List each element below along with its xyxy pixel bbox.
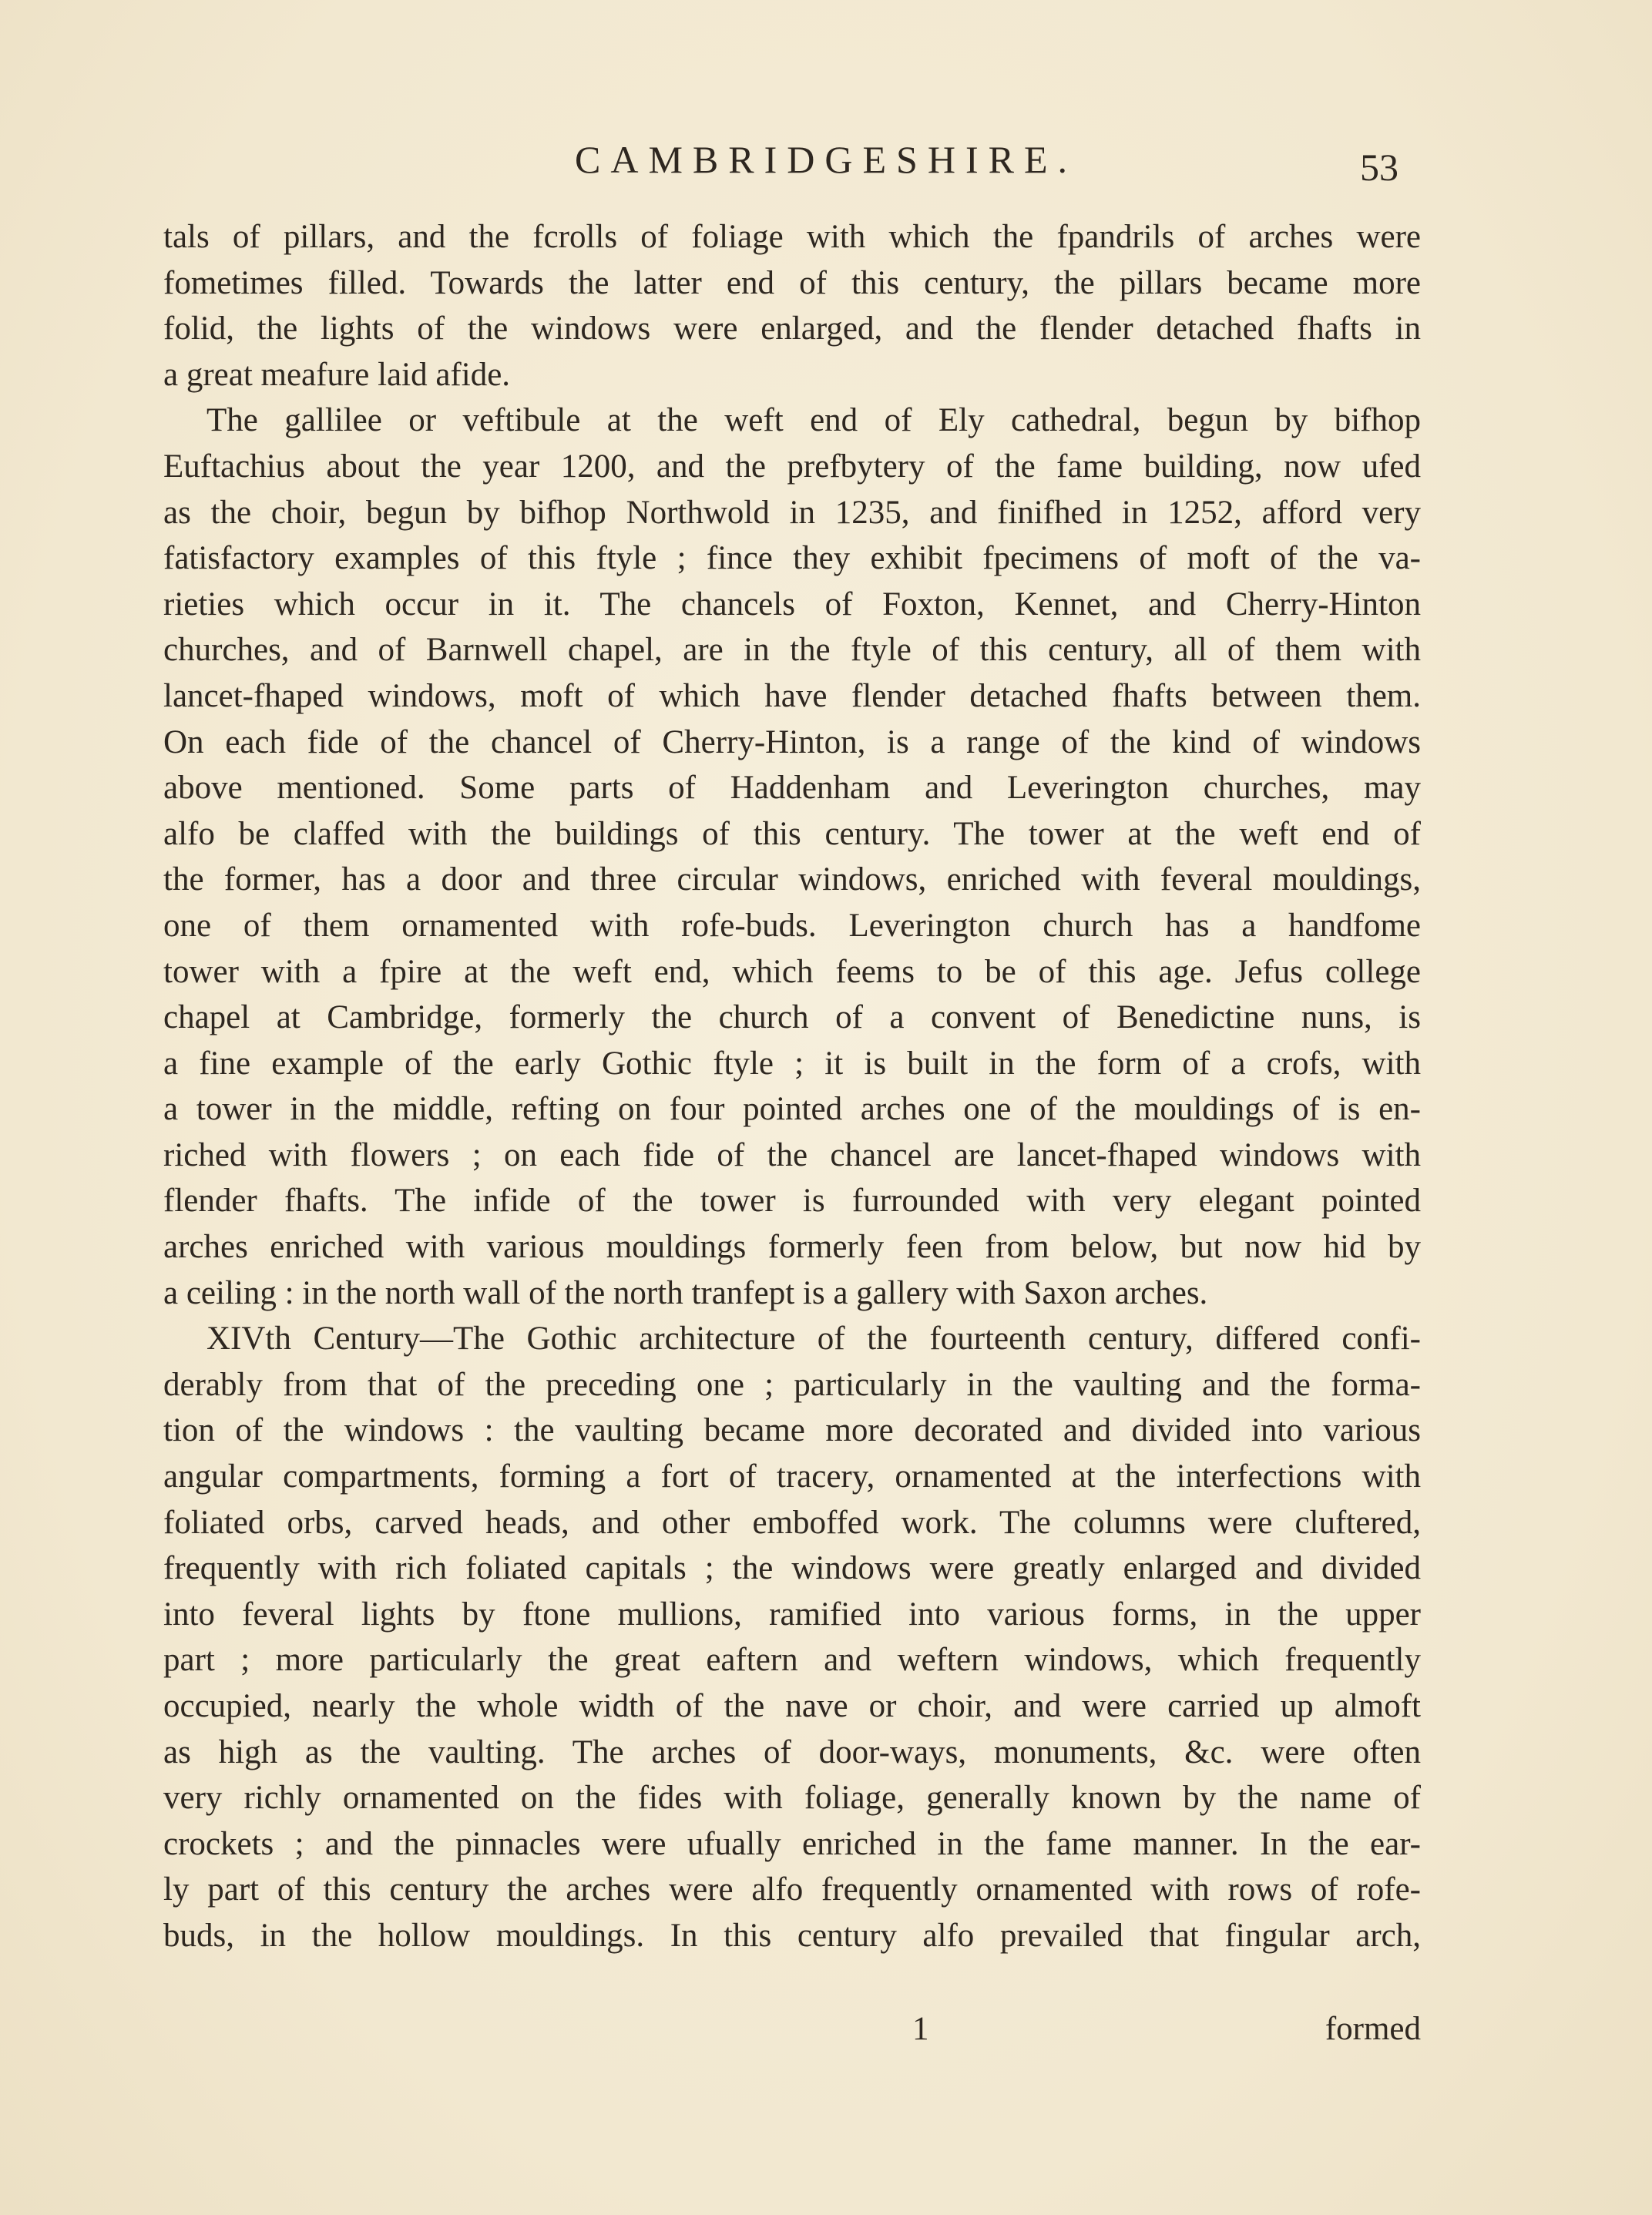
text-line: lancet-fhaped windows, moft of which have flender detached fhafts between them. — [163, 677, 1421, 714]
text-line: fatisfactory examples of this ftyle ; fince they exhibit fpecimens of moft of the va- — [163, 540, 1421, 577]
text-line: as high as the vaulting. The arches of door-ways, monuments, &c. were often — [163, 1733, 1421, 1770]
text-line: tower with a fpire at the weft end, which feems to be of this age. Jefus college — [163, 953, 1421, 990]
text-line: the former, has a door and three circular windows, enriched with feveral mouldings, — [163, 861, 1421, 898]
page-footer — [163, 2006, 1421, 2052]
text-line: tals of pillars, and the fcrolls of foliage with which the fpandrils of arches were — [163, 219, 1421, 255]
text-line: angular compartments, forming a fort of tracery, ornamented at the interfections with — [163, 1458, 1421, 1495]
text-line: very richly ornamented on the fides with foliage, generally known by the name of — [163, 1780, 1421, 1817]
text-line: Euftachius about the year 1200, and the prefbytery of the fame building, now ufed — [163, 448, 1421, 485]
text-line: as the choir, begun by bifhop Northwold in 1235, and finifhed in 1252, afford very — [163, 494, 1421, 531]
text-line: above mentioned. Some parts of Haddenham and Leverington churches, may — [163, 770, 1421, 807]
page-number: 53 — [1360, 146, 1398, 189]
text-line: a great meafure laid afide. — [163, 356, 511, 393]
text-line: chapel at Cambridge, formerly the church of a convent of Benedictine nuns, is — [163, 999, 1421, 1036]
text-line: derably from that of the preceding one ; particularly in the vaulting and the forma- — [163, 1366, 1421, 1403]
text-line: into feveral lights by ftone mullions, ramified into various forms, in the upper — [163, 1596, 1421, 1633]
text-line: one of them ornamented with rofe-buds. Leverington church has a handfome — [163, 907, 1421, 944]
text-line: alfo be claffed with the buildings of this century. The tower at the weft end of — [163, 815, 1421, 852]
text-line: fometimes filled. Towards the latter end of this century, the pillars became more — [163, 264, 1421, 301]
text-line: frequently with rich foliated capitals ; the windows were greatly enlarged and divided — [163, 1550, 1421, 1587]
text-line: riched with flowers ; on each fide of the chancel are lancet-fhaped windows with — [163, 1136, 1421, 1173]
text-line: crockets ; and the pinnacles were ufually enriched in the fame manner. In the ear- — [163, 1825, 1421, 1862]
text-line: foliated orbs, carved heads, and other emboffed work. The columns were cluftered, — [163, 1504, 1421, 1541]
signature-mark: 1 — [912, 2011, 929, 2047]
text-line: buds, in the hollow mouldings. In this century alfo prevailed that fingular arch, — [163, 1917, 1421, 1954]
text-line: rieties which occur in it. The chancels of Foxton, Kennet, and Cherry-Hinton — [163, 586, 1421, 623]
text-line: occupied, nearly the whole width of the nave or choir, and were carried up almoft — [163, 1688, 1421, 1724]
text-line: churches, and of Barnwell chapel, are in the ftyle of this century, all of them with — [163, 632, 1421, 669]
text-line: folid, the lights of the windows were enlarged, and the flender detached fhafts in — [163, 310, 1421, 347]
text-line: part ; more particularly the great eaftern and weftern windows, which frequently — [163, 1642, 1421, 1679]
text-line: a ceiling : in the north wall of the north tranfept is a gallery with Saxon arches. — [163, 1274, 1208, 1311]
text-line: The gallilee or veftibule at the weft end of Ely cathedral, begun by bifhop — [206, 402, 1421, 439]
text-line: flender fhafts. The infide of the tower is furrounded with very elegant pointed — [163, 1183, 1421, 1220]
body-text — [163, 214, 1421, 1959]
text-line: On each fide of the chancel of Cherry-Hinton, is a range of the kind of windows — [163, 723, 1421, 760]
text-line: ly part of this century the arches were alfo frequently ornamented with rows of rofe- — [163, 1871, 1421, 1908]
catchword: formed — [1325, 2011, 1421, 2047]
text-line: a tower in the middle, refting on four pointed arches one of the mouldings of is en- — [163, 1091, 1421, 1128]
text-line: XIVth Century—The Gothic architecture of the fourteenth century, differed confi- — [206, 1321, 1421, 1358]
text-line: tion of the windows : the vaulting became more decorated and divided into various — [163, 1412, 1421, 1449]
text-line: arches enriched with various mouldings formerly feen from below, but now hid by — [163, 1229, 1421, 1266]
running-head: CAMBRIDGESHIRE. — [575, 138, 1077, 181]
text-line: a fine example of the early Gothic ftyle ; it is built in the form of a crofs, with — [163, 1045, 1421, 1082]
